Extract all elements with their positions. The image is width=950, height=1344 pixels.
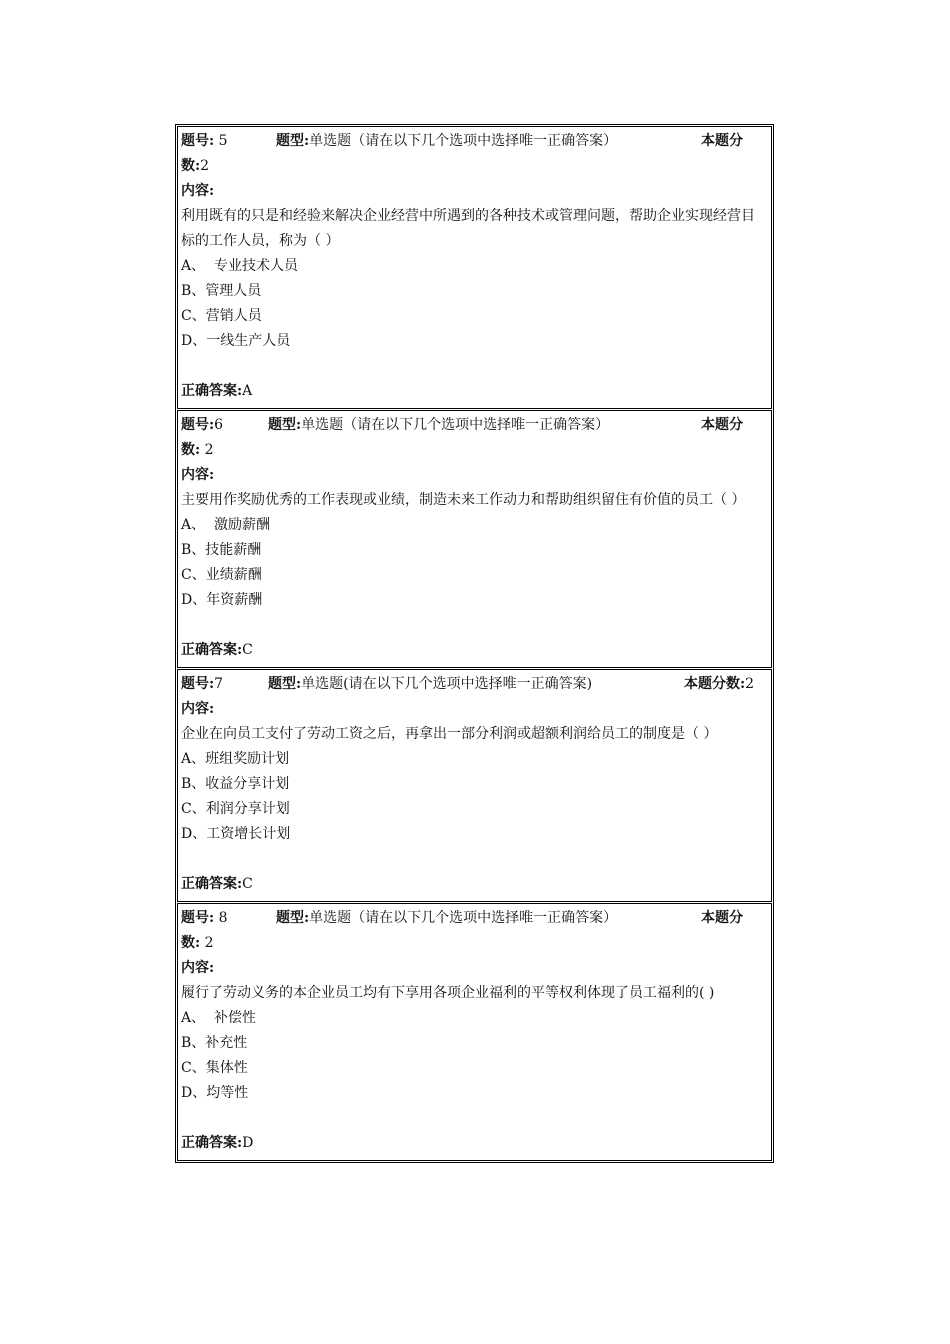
option-a: A、 激励薪酬 <box>181 517 271 533</box>
question-header <box>181 672 767 697</box>
question-score: 数:2 <box>181 158 210 174</box>
question-number: 题号: 8 <box>181 910 228 926</box>
spacer <box>181 354 767 379</box>
question-score: 数: 2 <box>181 442 214 458</box>
correct-answer: 正确答案:C <box>181 642 253 658</box>
question-block <box>177 903 772 1161</box>
score-label: 本题分 <box>701 133 743 149</box>
correct-answer: 正确答案:D <box>181 1135 254 1151</box>
question-score: 本题分数:2 <box>684 676 755 692</box>
question-number: 题号:6 <box>181 417 224 433</box>
option-d: D、年资薪酬 <box>181 592 263 608</box>
spacer <box>181 847 767 872</box>
question-type: 题型:单选题（请在以下几个选项中选择唯一正确答案） <box>276 133 618 149</box>
option-c: C、业绩薪酬 <box>181 567 262 583</box>
content-label: 内容: <box>181 467 215 483</box>
question-block <box>177 669 772 902</box>
option-d: D、均等性 <box>181 1085 249 1101</box>
option-b: B、收益分享计划 <box>181 776 290 792</box>
option-b: B、技能薪酬 <box>181 542 262 558</box>
option-c: C、利润分享计划 <box>181 801 290 817</box>
question-score: 数: 2 <box>181 935 214 951</box>
correct-answer: 正确答案:C <box>181 876 253 892</box>
question-text: 利用既有的只是和经验来解决企业经营中所遇到的各种技术或管理问题，帮助企业实现经营目标的工作人员，称为（ ） <box>181 208 755 249</box>
option-b: B、管理人员 <box>181 283 262 299</box>
question-text: 企业在向员工支付了劳动工资之后，再拿出一部分利润或超额利润给员工的制度是（ ） <box>181 726 718 742</box>
correct-answer: 正确答案:A <box>181 383 253 399</box>
spacer <box>181 613 767 638</box>
question-header <box>181 906 767 931</box>
question-header <box>181 129 767 154</box>
quiz-container <box>175 124 774 1163</box>
question-type: 题型:单选题(请在以下几个选项中选择唯一正确答案) <box>268 676 593 692</box>
content-label: 内容: <box>181 701 215 717</box>
option-b: B、补充性 <box>181 1035 248 1051</box>
spacer <box>181 1106 767 1131</box>
question-block <box>177 410 772 668</box>
question-block <box>177 126 772 409</box>
question-number: 题号: 5 <box>181 133 228 149</box>
score-label: 本题分 <box>701 417 743 433</box>
option-a: A、班组奖励计划 <box>181 751 290 767</box>
option-a: A、 补偿性 <box>181 1010 257 1026</box>
option-c: C、集体性 <box>181 1060 248 1076</box>
option-d: D、工资增长计划 <box>181 826 291 842</box>
question-type: 题型:单选题（请在以下几个选项中选择唯一正确答案） <box>268 417 610 433</box>
option-d: D、一线生产人员 <box>181 333 291 349</box>
question-number: 题号:7 <box>181 676 224 692</box>
option-a: A、 专业技术人员 <box>181 258 299 274</box>
question-text: 履行了劳动义务的本企业员工均有下享用各项企业福利的平等权利体现了员工福利的( ) <box>181 985 715 1001</box>
question-header <box>181 413 767 438</box>
score-label: 本题分 <box>701 910 743 926</box>
question-type: 题型:单选题（请在以下几个选项中选择唯一正确答案） <box>276 910 618 926</box>
option-c: C、营销人员 <box>181 308 262 324</box>
content-label: 内容: <box>181 183 215 199</box>
question-text: 主要用作奖励优秀的工作表现或业绩，制造未来工作动力和帮助组织留住有价值的员工（ ） <box>181 492 746 508</box>
content-label: 内容: <box>181 960 215 976</box>
